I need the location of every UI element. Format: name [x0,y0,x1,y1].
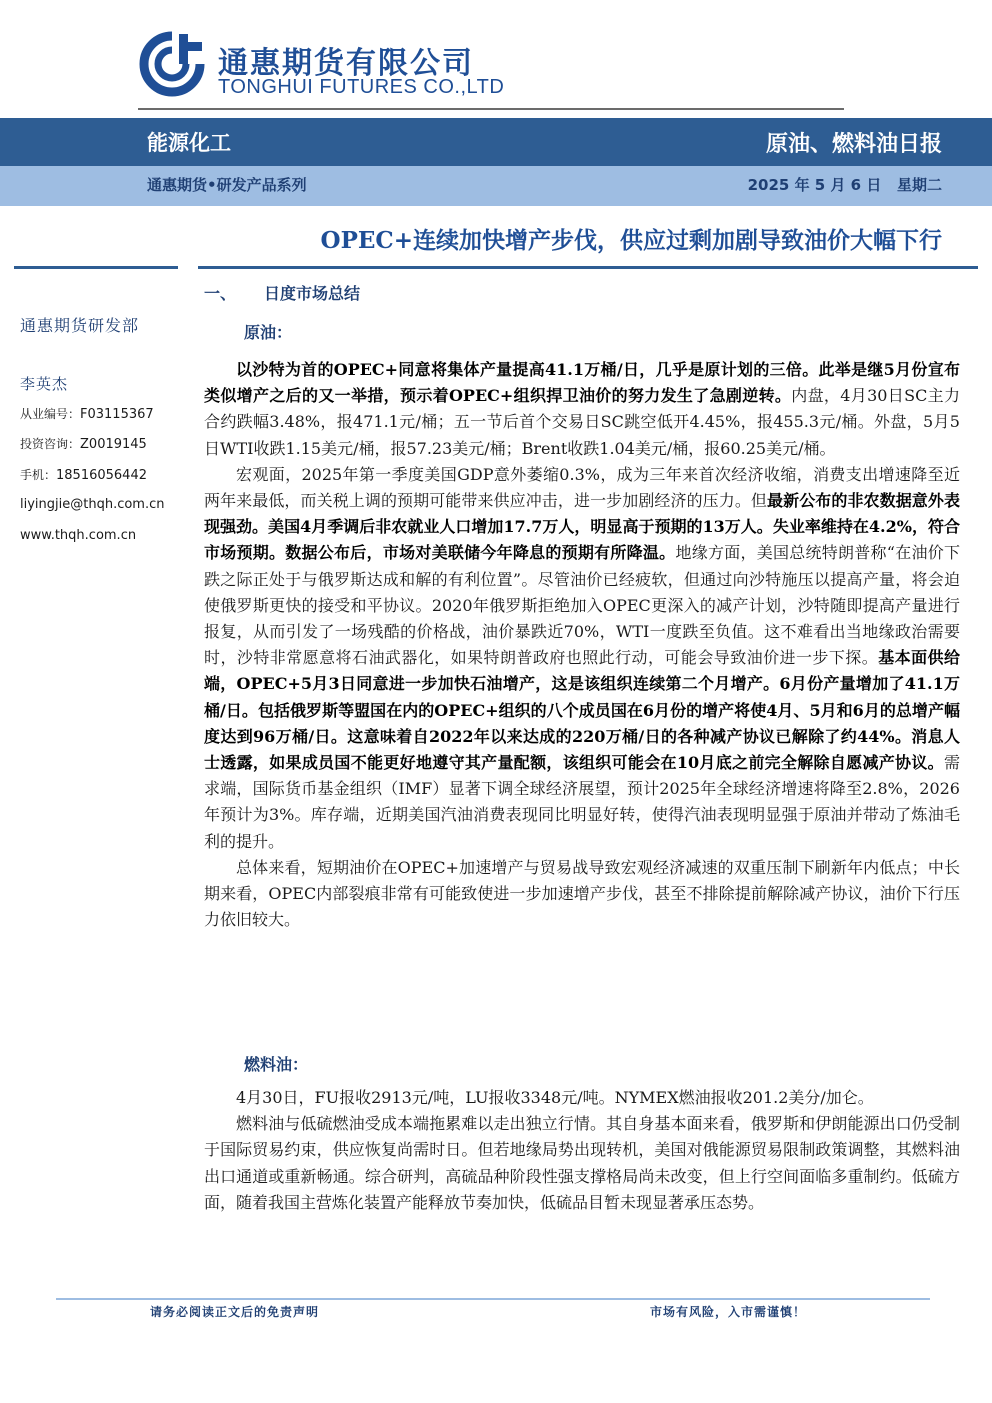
content-rule [198,266,978,269]
company-logo-icon [138,30,206,98]
disclaimer-notice: 请务必阅读正文后的免责声明 [150,1305,320,1319]
fuel-body [204,1085,960,1216]
header-divider [138,108,844,110]
analyst-name: 李英杰 [20,375,69,393]
website-link[interactable]: www.thqh.com.cn [20,528,137,543]
fuel-paragraph-2: 燃料油与低硫燃油受成本端拖累难以走出独立行情。其自身基本面来看，俄罗斯和伊朗能源出口仍受制于国际贸易约束，供应恢复尚需时日。但若地缘局势出现转机，美国对俄能源贸易限制政策调整，其燃料油出口通道或重新畅通。综合研判，高硫品种阶段性强支撑格局尚未改变，但上行空间面临多重制约。低硫方面，随着我国主营炼化装置产能释放节奏加快，低硫品目暂未现显著承压态势。 [204,1114,960,1212]
fuel-subheading: 燃料油： [244,1055,309,1074]
report-date: 2025 年 5 月 6 日 星期二 [747,176,942,194]
crude-paragraph-2: 宏观面，2025年第一季度美国GDP意外萎缩0.3%，成为三年来首次经济收缩，消费支出增速降至近两年来最低，而关税上调的预期可能带来供应冲击，进一步加剧经济的压力。但最新公布的非农数据意外表现强劲。美国4月季调后非农就业人口增加17.7万人，明显高于预期的13万人。失业率维持在4.2%，符合市场预期。数据公布后，市场对美联储今年降息的预期有所降温。地缘方面，美国总统特朗普称“在油价下跌之际正处于与俄罗斯达成和解的有利位置”。尽管油价已经疲软，但通过向沙特施压以提高产量，将会迫使俄罗斯更快的接受和平协议。2020年俄罗斯拒绝加入OPEC更深入的减产计划，沙特随即提高产量进行报复，从而引发了一场残酷的价格战，油价暴跌近70%，WTI一度跌至负值。这不难看出当地缘政治需要时，沙特非常愿意将石油武器化，如果特朗普政府也照此行动，可能会导致油价进一步下探。基本面供给端，OPEC+5月3日同意进一步加快石油增产，这是该组织连续第二个月增产。6月份产量增加了41.1万桶/日。包括俄罗斯等盟国在内的OPEC+组织的八个成员国在6月份的增产将使4月、5月和6月的总增产幅度达到96万桶/日。这意味着自2022年以来达成的220万桶/日的各种减产协议已解除了约44%。消息人士透露，如果成员国不能更好地遵守其产量配额，该组织可能会在10月底之前完全解除自愿减产协议。需求端，国际货币基金组织（IMF）显著下调全球经济展望，预计2025年全球经济增速将降至2.8%，2026年预计为3%。库存端，近期美国汽油消费表现同比明显好转，使得汽油表现明显强于原油并带动了炼油毛利的提升。 [204,464,960,851]
crude-body [204,357,960,933]
series-label: 通惠期货•研发产品系列 [147,176,307,194]
footer-divider [56,1298,930,1300]
consulting-number: 投资咨询：Z0019145 [20,437,147,452]
crude-subheading: 原油： [244,323,293,342]
company-name-en: TONGHUI FUTURES CO.,LTD [218,76,505,98]
phone-number: 手机：18516056442 [20,468,147,483]
department-name: 通惠期货研发部 [20,316,140,335]
crude-paragraph-3: 总体来看，短期油价在OPEC+加速增产与贸易战导致宏观经济减速的双重压制下刷新年内低点；中长期来看，OPEC内部裂痕非常有可能致使进一步加速增产步伐，甚至不排除提前解除减产协议，油价下行压力依旧较大。 [204,857,960,930]
email-link[interactable]: liyingjie@thqh.com.cn [20,497,165,512]
sector-label: 能源化工 [147,131,231,155]
fuel-paragraph-1: 4月30日，FU报收2913元/吨，LU报收3348元/吨。NYMEX燃油报收201.2美分/加仑。 [236,1088,874,1107]
report-headline: OPEC+连续加快增产步伐，供应过剩加剧导致油价大幅下行 [320,227,942,254]
company-name-cn: 通惠期货有限公司 [218,46,474,81]
section-heading: 一、 日度市场总结 [204,284,361,303]
crude-paragraph-1: 以沙特为首的OPEC+同意将集体产量提高41.1万桶/日，几乎是原计划的三倍。此举是继5月份宣布类似增产之后的又一举措，预示着OPEC+组织捍卫油价的努力发生了急剧逆转。内盘，4月30日SC主力合约跌幅3.48%，报471.1元/桶；五一节后首个交易日SC跳空低开4.45%，报455.3元/桶。外盘，5月5日WTI收跌1.15美元/桶，报57.23美元/桶；Brent收跌1.04美元/桶，报60.25美元/桶。 [204,360,960,458]
report-type: 原油、燃料油日报 [765,132,942,157]
risk-notice: 市场有风险，入市需谨慎！ [650,1305,807,1319]
sidebar-rule [14,266,178,269]
license-number: 从业编号：F03115367 [20,407,154,422]
